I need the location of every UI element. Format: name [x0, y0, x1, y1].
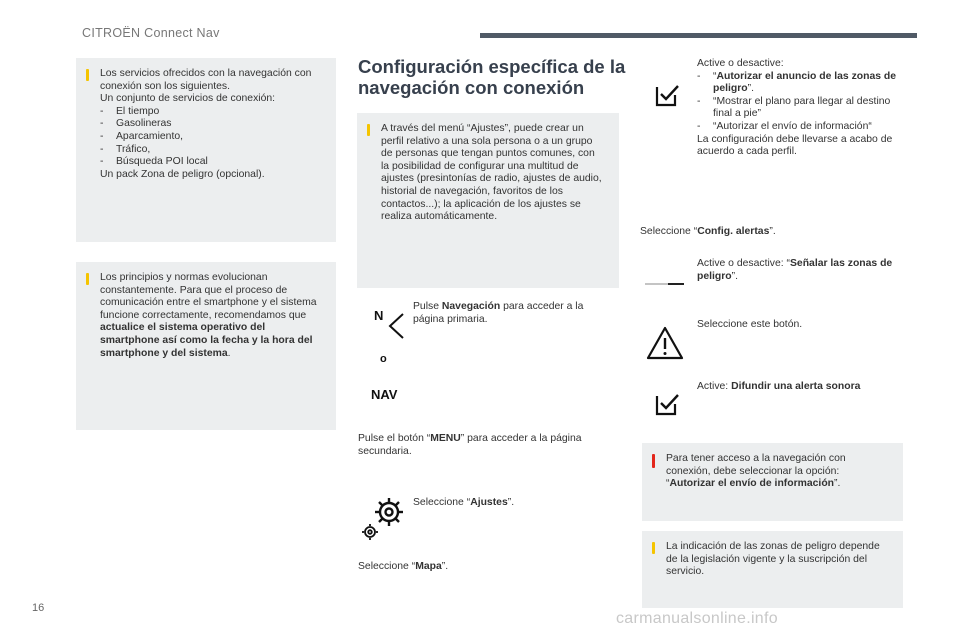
step-mapa: Seleccione “Mapa”. [358, 561, 449, 572]
nav-icon-label: NAV [371, 387, 398, 402]
step-sound-alert: Active: Difundir una alerta sonora [697, 381, 861, 392]
info-marker [652, 542, 655, 554]
warning-marker [652, 454, 655, 468]
services-footer: Un pack Zona de peligro (opcional). [100, 168, 265, 180]
watermark: carmanualsonline.info [616, 610, 778, 627]
info-box-profiles [357, 113, 619, 288]
section-title: Configuración específica de la navegación con conexión [358, 56, 626, 98]
legislation-text: La indicación de las zonas de peligro depende de la legislación vigente y la suscripción del servicio. [666, 541, 880, 578]
nav-icon-n: N [374, 308, 384, 323]
services-intro: Los servicios ofrecidos con la navegación con conexión son los siguientes. [100, 68, 312, 92]
list-item: - “Mostrar el plano para llegar al destino final a pie” [697, 95, 891, 120]
list-item: - Tráfico, [100, 143, 151, 155]
principles-text: Los principios y normas evolucionan constantemente. Para que el proceso de comunicación entre el smartphone y el sistema funcione correctamente, recomendamos que actualice el sistema operativo del smartphone así como la fecha y la hora del smartphone y del sistema. [100, 272, 317, 359]
header-title: CITROËN Connect Nav [82, 26, 220, 40]
header-rule [480, 33, 917, 38]
list-item: - “Autorizar el envío de información“ [697, 120, 872, 132]
services-text [100, 68, 322, 181]
info-marker [86, 69, 89, 81]
info-marker [367, 124, 370, 136]
activate-options: Active o desactive: - “Autorizar el anuncio de las zonas de peligro”. - “Mostrar el plano para llegar al destino final a pie” - “Autorizar el envío de información“ La configuración debe llevarse a acabo de acuerdo a cada perfil. [697, 58, 902, 159]
step-ajustes: Seleccione “Ajustes”. [413, 497, 515, 508]
list-item: - “Autorizar el anuncio de las zonas de peligro”. [697, 70, 897, 95]
services-subhead: Un conjunto de servicios de conexión: [100, 93, 276, 105]
step-menu: Pulse el botón “MENU” para acceder a la página secundaria. [358, 433, 582, 457]
info-box-principles [76, 262, 336, 430]
profiles-text: A través del menú “Ajustes”, puede crear un perfil relativo a una sola persona o a un grupo de personas que tengan puntos comunes, con la posibilidad de configurar una multitud de ajustes (presintonías de radio, ajustes de audio, historial de navegación, favoritos de los contactos...); la aplicación de los ajustes se realiza automáticamente. [381, 123, 602, 223]
info-box-services [76, 58, 336, 242]
checkbox-icon [655, 392, 681, 418]
step-config-alertas: Seleccione “Config. alertas”. [640, 226, 776, 237]
nav-icon-o: o [380, 353, 387, 365]
activate-note: La configuración debe llevarse a acabo de acuerdo a cada perfil. [697, 133, 893, 158]
list-item: - Aparcamiento, [100, 130, 183, 142]
info-marker [86, 273, 89, 285]
page-number: 16 [32, 602, 45, 614]
toggle-switch-icon [644, 274, 686, 288]
warning-text: Para tener acceso a la navegación con conexión, debe seleccionar la opción: “Autorizar el envío de información”. [666, 453, 846, 490]
list-item: - Gasolineras [100, 118, 172, 130]
toggle-danger-zones: Active o desactive: “Señalar las zonas de peligro”. [697, 258, 893, 282]
warning-triangle-icon [646, 326, 684, 360]
settings-gear-icon [360, 492, 408, 542]
nav-icon [370, 306, 410, 402]
warning-box [642, 443, 903, 521]
info-box-legislation [642, 531, 903, 608]
step-navigation: Pulse Navegación para acceder a la página primaria. [413, 301, 584, 325]
step-select-button: Seleccione este botón. [697, 319, 803, 330]
checkbox-icon [655, 83, 681, 109]
list-item: - Búsqueda POI local [100, 156, 208, 168]
list-item: - El tiempo [100, 105, 160, 117]
